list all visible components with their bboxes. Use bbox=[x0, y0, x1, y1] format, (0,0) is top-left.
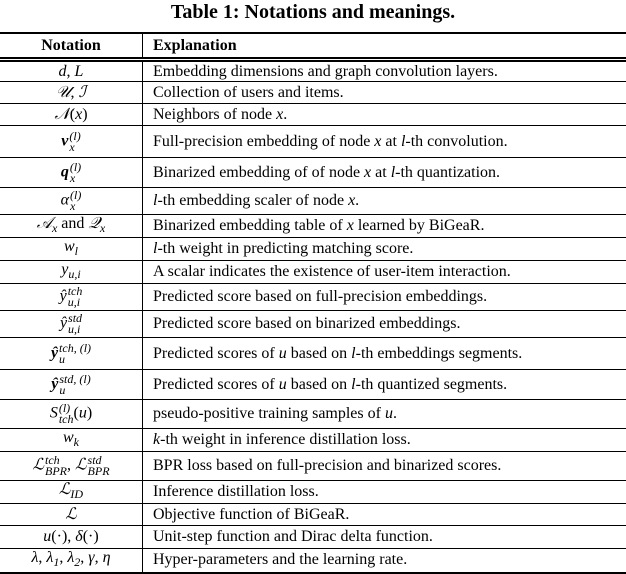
explanation-text: Predicted scores of bbox=[153, 345, 279, 362]
table-row bbox=[0, 284, 626, 311]
header-notation: Notation bbox=[0, 33, 143, 60]
explanation-text: Full-precision embedding of node bbox=[153, 133, 374, 150]
notation-subscript: u,i bbox=[68, 267, 80, 281]
notation-subscript: u bbox=[59, 354, 91, 365]
notation-symbol: w bbox=[64, 238, 75, 255]
notation-superscript: (l) bbox=[70, 190, 81, 201]
notation-symbol: q bbox=[61, 163, 69, 180]
notation-cell bbox=[0, 158, 143, 188]
notation-subscript: BPR bbox=[45, 466, 67, 477]
explanation-text: at bbox=[371, 164, 391, 181]
notation-cell bbox=[0, 284, 143, 311]
notation-subscript: x bbox=[70, 173, 81, 184]
notation-symbol: 𝒬 bbox=[88, 215, 100, 232]
notation-symbol: u bbox=[79, 405, 87, 422]
notation-cell bbox=[0, 504, 143, 526]
explanation-text: l bbox=[351, 345, 355, 362]
notation-table bbox=[0, 32, 626, 574]
notation-cell bbox=[0, 238, 143, 261]
notation-symbol: ) bbox=[87, 405, 92, 422]
explanation-cell bbox=[143, 338, 626, 370]
table-row bbox=[0, 104, 626, 126]
explanation-text: at bbox=[381, 133, 401, 150]
notation-cell bbox=[0, 370, 143, 400]
notation-symbol: 𝒜 bbox=[37, 215, 52, 232]
notation-symbol: , bbox=[59, 549, 67, 566]
explanation-text: Binarized embedding table of bbox=[153, 217, 347, 234]
notation-symbol: ŷ bbox=[60, 288, 67, 305]
notation-scripts bbox=[59, 343, 91, 365]
table-row bbox=[0, 158, 626, 188]
explanation-cell bbox=[143, 452, 626, 481]
explanation-text: -th weight in predicting matching score. bbox=[157, 240, 413, 257]
notation-symbol: , bbox=[80, 549, 88, 566]
notation-symbol: 𝒩 bbox=[54, 106, 69, 123]
notation-symbol: ŷ bbox=[51, 344, 58, 361]
explanation-text: -th weight in inference distillation loss. bbox=[160, 431, 411, 448]
explanation-cell bbox=[143, 311, 626, 338]
explanation-text: based on bbox=[287, 376, 351, 393]
table-row bbox=[0, 261, 626, 284]
table-row bbox=[0, 526, 626, 549]
notation-subscript: x bbox=[70, 201, 81, 212]
explanation-cell bbox=[143, 526, 626, 549]
notation-subscript: l bbox=[75, 244, 78, 258]
notation-subscript: tch bbox=[59, 414, 74, 425]
notation-cell bbox=[0, 338, 143, 370]
table-caption: Table 1: Notations and meanings. bbox=[0, 0, 626, 24]
notation-symbol: , bbox=[70, 84, 78, 101]
notation-subscript: BPR bbox=[88, 466, 110, 477]
notation-symbol: γ bbox=[88, 549, 94, 566]
notation-superscript: tch bbox=[68, 286, 83, 297]
notation-superscript: (l) bbox=[70, 162, 81, 173]
notation-cell bbox=[0, 188, 143, 215]
explanation-text: -th quantized segments. bbox=[356, 376, 508, 393]
notation-symbol: and bbox=[57, 215, 88, 232]
explanation-text: Unit-step function and Dirac delta function. bbox=[153, 528, 433, 545]
explanation-text: Binarized embedding of of node bbox=[153, 164, 364, 181]
explanation-text: Objective function of BiGeaR. bbox=[153, 506, 349, 523]
notation-symbol: , bbox=[38, 549, 46, 566]
notation-symbol: ŷ bbox=[60, 315, 67, 332]
notation-symbol: ℒ bbox=[32, 457, 44, 474]
explanation-cell bbox=[143, 284, 626, 311]
notation-scripts bbox=[45, 455, 67, 477]
notation-subscript: u,i bbox=[68, 297, 83, 308]
table-row bbox=[0, 452, 626, 481]
explanation-cell bbox=[143, 158, 626, 188]
notation-cell bbox=[0, 82, 143, 104]
notation-cell bbox=[0, 452, 143, 481]
notation-symbol: , bbox=[67, 457, 75, 474]
explanation-text: -th quantization. bbox=[395, 164, 500, 181]
explanation-text: Hyper-parameters and the learning rate. bbox=[153, 551, 407, 568]
explanation-text: u bbox=[385, 405, 393, 422]
notation-scripts bbox=[69, 131, 80, 153]
table-row bbox=[0, 338, 626, 370]
explanation-text: k bbox=[153, 431, 160, 448]
explanation-text: Embedding dimensions and graph convolution layers. bbox=[153, 63, 498, 80]
notation-cell bbox=[0, 60, 143, 82]
explanation-text: l bbox=[153, 240, 157, 257]
explanation-text: x bbox=[364, 164, 371, 181]
notation-superscript: (l) bbox=[69, 131, 80, 142]
notation-superscript: (l) bbox=[59, 403, 74, 414]
notation-symbol: y bbox=[61, 261, 68, 278]
notation-symbol: δ bbox=[75, 528, 82, 545]
explanation-cell bbox=[143, 60, 626, 82]
table-row bbox=[0, 481, 626, 504]
table-row bbox=[0, 82, 626, 104]
explanation-cell bbox=[143, 188, 626, 215]
notation-symbol: w bbox=[63, 429, 74, 446]
explanation-text: pseudo-positive training samples of bbox=[153, 405, 385, 422]
notation-cell bbox=[0, 311, 143, 338]
table-header-row bbox=[0, 33, 626, 60]
explanation-text: l bbox=[351, 376, 355, 393]
table-row bbox=[0, 400, 626, 429]
notation-subscript: k bbox=[74, 435, 79, 449]
notation-symbol: , bbox=[67, 63, 75, 80]
explanation-text: l bbox=[153, 192, 157, 209]
notation-scripts bbox=[70, 190, 81, 212]
notation-symbol: (·) bbox=[83, 528, 99, 545]
notation-symbol: L bbox=[75, 63, 84, 80]
notation-symbol: λ bbox=[31, 549, 38, 566]
explanation-text: . bbox=[393, 405, 397, 422]
table-row bbox=[0, 311, 626, 338]
notation-superscript: std, (l) bbox=[59, 374, 90, 385]
notation-symbol: u bbox=[43, 528, 51, 545]
notation-scripts bbox=[59, 374, 90, 396]
explanation-text: A scalar indicates the existence of user-item interaction. bbox=[153, 263, 511, 280]
explanation-text: x bbox=[374, 133, 381, 150]
explanation-text: Inference distillation loss. bbox=[153, 483, 319, 500]
table-row bbox=[0, 429, 626, 452]
explanation-cell bbox=[143, 429, 626, 452]
notation-cell bbox=[0, 126, 143, 158]
notation-superscript: tch bbox=[45, 455, 67, 466]
explanation-cell bbox=[143, 400, 626, 429]
notation-cell bbox=[0, 215, 143, 238]
explanation-text: l bbox=[391, 164, 395, 181]
explanation-text: . bbox=[355, 192, 359, 209]
notation-superscript: tch, (l) bbox=[59, 343, 91, 354]
explanation-cell bbox=[143, 549, 626, 573]
notation-cell bbox=[0, 261, 143, 284]
notation-symbol: v bbox=[61, 132, 68, 149]
table-body bbox=[0, 60, 626, 573]
notation-symbol: ( bbox=[74, 405, 79, 422]
explanation-cell bbox=[143, 104, 626, 126]
notation-scripts bbox=[68, 313, 82, 335]
notation-scripts bbox=[88, 455, 110, 477]
explanation-text: Predicted score based on binarized embeddings. bbox=[153, 315, 460, 332]
explanation-text: . bbox=[283, 106, 287, 123]
notation-symbol: λ bbox=[46, 549, 53, 566]
notation-symbol: x bbox=[75, 106, 82, 123]
notation-cell bbox=[0, 526, 143, 549]
notation-symbol: ( bbox=[70, 106, 75, 123]
notation-subscript: x bbox=[100, 221, 105, 235]
notation-subscript: 2 bbox=[74, 555, 80, 569]
table-row bbox=[0, 126, 626, 158]
notation-cell bbox=[0, 429, 143, 452]
notation-symbol: (·), bbox=[51, 528, 75, 545]
table-row bbox=[0, 504, 626, 526]
notation-cell bbox=[0, 400, 143, 429]
explanation-text: l bbox=[401, 133, 405, 150]
notation-symbol: S bbox=[50, 405, 58, 422]
table-row bbox=[0, 215, 626, 238]
explanation-text: x bbox=[348, 192, 355, 209]
notation-symbol: ℒ bbox=[59, 481, 71, 498]
explanation-text: learned by BiGeaR. bbox=[354, 217, 485, 234]
explanation-cell bbox=[143, 126, 626, 158]
notation-symbol: ℒ bbox=[75, 457, 87, 474]
notation-subscript: 1 bbox=[53, 555, 59, 569]
notation-symbol: ) bbox=[82, 106, 87, 123]
notation-symbol: d bbox=[59, 63, 67, 80]
explanation-text: u bbox=[279, 345, 287, 362]
notation-symbol: ℐ bbox=[78, 84, 86, 101]
notation-subscript: u bbox=[59, 385, 90, 396]
explanation-text: Predicted score based on full-precision embeddings. bbox=[153, 288, 487, 305]
explanation-text: -th embedding scaler of node bbox=[157, 192, 348, 209]
explanation-cell bbox=[143, 481, 626, 504]
explanation-text: based on bbox=[287, 345, 351, 362]
notation-scripts bbox=[70, 162, 81, 184]
header-explanation: Explanation bbox=[143, 33, 626, 60]
notation-symbol: λ bbox=[67, 549, 74, 566]
explanation-text: Neighbors of node bbox=[153, 106, 276, 123]
table-row bbox=[0, 188, 626, 215]
explanation-cell bbox=[143, 370, 626, 400]
notation-subscript: x bbox=[52, 221, 57, 235]
notation-scripts bbox=[68, 286, 83, 308]
explanation-text: Predicted scores of bbox=[153, 376, 279, 393]
explanation-cell bbox=[143, 261, 626, 284]
notation-symbol: ℒ bbox=[65, 506, 77, 523]
notation-symbol: ŷ bbox=[51, 375, 58, 392]
notation-subscript: u,i bbox=[68, 324, 82, 335]
table-row bbox=[0, 238, 626, 261]
notation-subscript: x bbox=[69, 142, 80, 153]
notation-symbol: α bbox=[61, 192, 69, 209]
explanation-cell bbox=[143, 238, 626, 261]
table-row bbox=[0, 60, 626, 82]
notation-superscript: std bbox=[88, 455, 110, 466]
explanation-text: -th convolution. bbox=[405, 133, 507, 150]
notation-symbol: η bbox=[103, 549, 111, 566]
explanation-cell bbox=[143, 215, 626, 238]
notation-superscript: std bbox=[68, 313, 82, 324]
notation-subscript: ID bbox=[70, 487, 83, 501]
notation-symbol: 𝒰 bbox=[56, 84, 70, 101]
table-row bbox=[0, 370, 626, 400]
explanation-text: x bbox=[276, 106, 283, 123]
explanation-text: x bbox=[347, 217, 354, 234]
notation-cell bbox=[0, 549, 143, 573]
explanation-cell bbox=[143, 504, 626, 526]
notation-symbol: , bbox=[95, 549, 103, 566]
notation-cell bbox=[0, 481, 143, 504]
explanation-text: BPR loss based on full-precision and binarized scores. bbox=[153, 457, 501, 474]
table-row bbox=[0, 549, 626, 573]
explanation-text: Collection of users and items. bbox=[153, 84, 344, 101]
notation-cell bbox=[0, 104, 143, 126]
explanation-cell bbox=[143, 82, 626, 104]
explanation-text: u bbox=[279, 376, 287, 393]
explanation-text: -th embeddings segments. bbox=[356, 345, 523, 362]
notation-scripts bbox=[59, 403, 74, 425]
